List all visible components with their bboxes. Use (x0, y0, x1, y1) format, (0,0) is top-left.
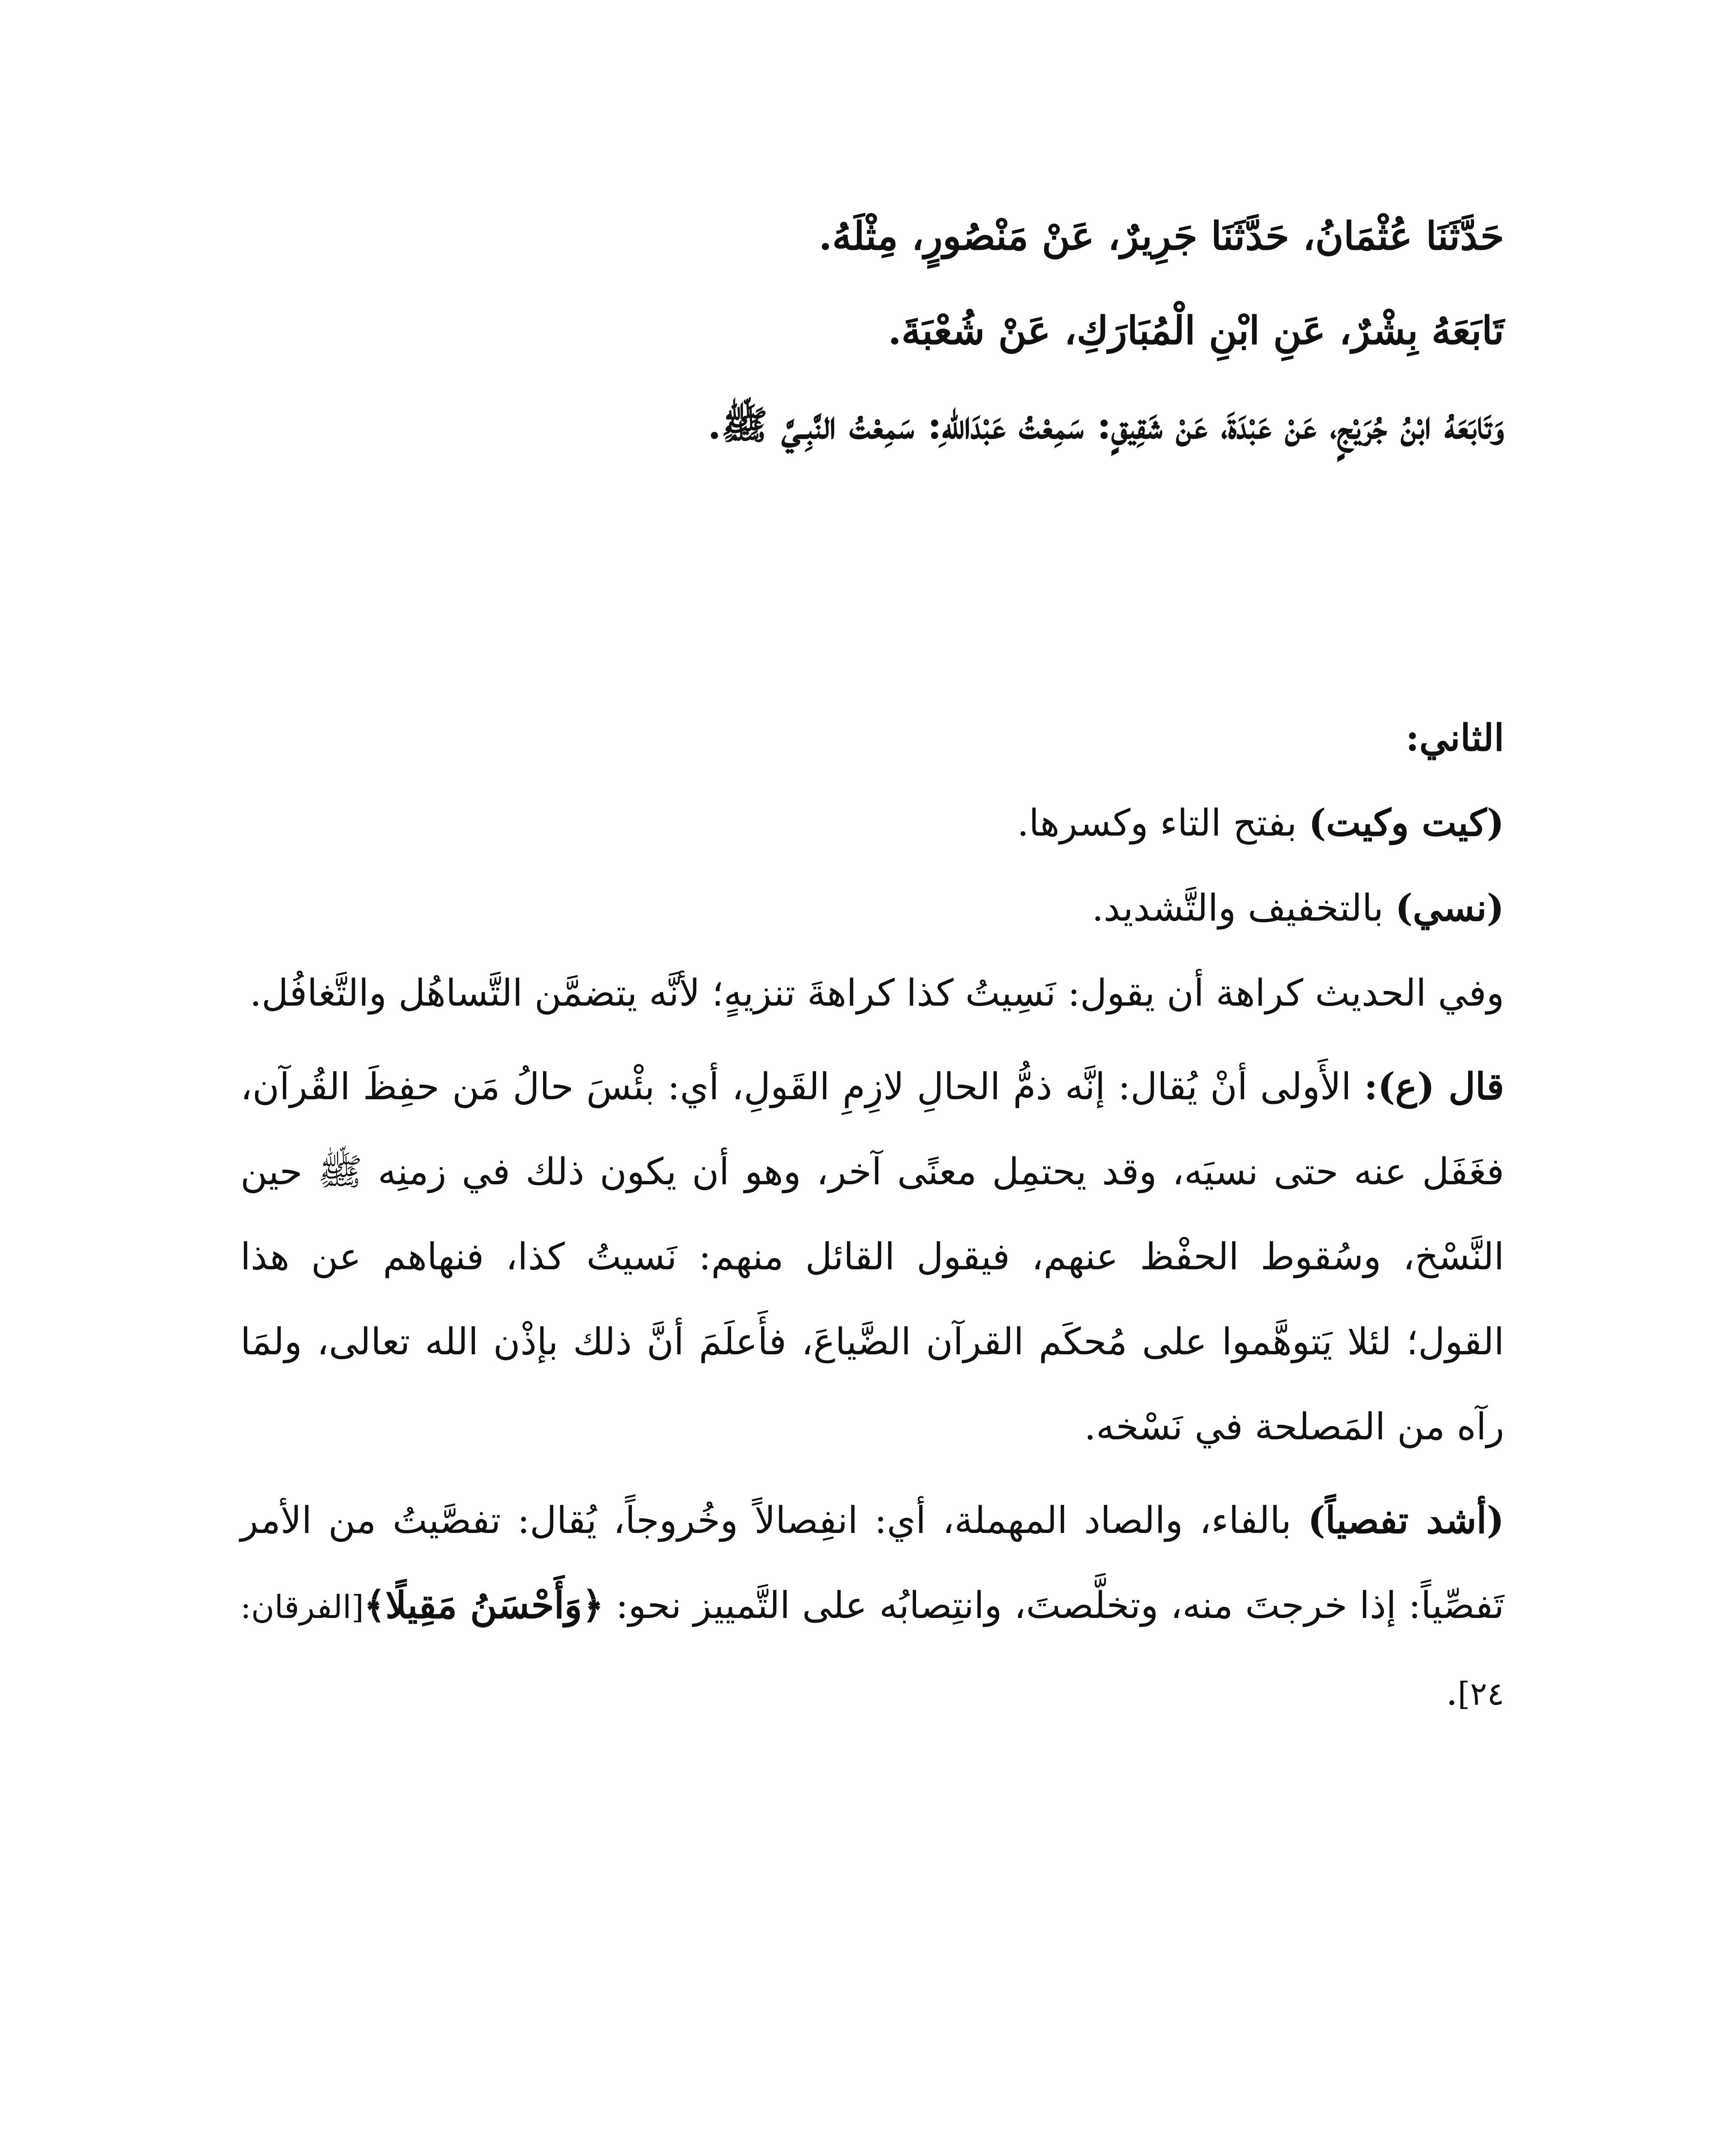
nusiya-term: (نسي) (1395, 886, 1504, 930)
spacer (240, 1036, 1504, 1044)
commentary-text (240, 696, 1504, 1736)
nusiya-entry (240, 866, 1504, 951)
ashadd-term: (أشد تفصياً) (1308, 1499, 1504, 1542)
qala-term: قال (ع): (1364, 1065, 1504, 1108)
quran-reference: [الفرقان: ٢٤] (240, 1589, 1504, 1712)
kayt-explanation: بفتح التاء وكسرها. (1017, 802, 1309, 845)
hadith-line-3: وَتَابَعَهُ ابْنُ جُرَيْجٍ، عَنْ عَبْدَةَ، عَنْ شَقِيقٍ: سَمِعْتُ عَبْدَاللهِ: سَمِعْتُ النَّبِـيَّ ﷺ. (707, 402, 1504, 448)
ashadd-explanation: بالفاء، والصاد المهملة، أي: انفِصالاً وخُروجاً، يُقال: تفصَّيتُ من الأمر تَفصِّياً: إذا خرجتَ منه، وتخلَّصتَ، وانتِصابُه على التَّمييز نحو: (240, 1499, 1505, 1627)
quran-quote: ﴿وَأَحْسَنُ مَقِيلًا﴾ (364, 1584, 604, 1627)
qala-explanation: الأَولى أنْ يُقال: إنَّه ذمُّ الحالِ لازِمِ القَولِ، أي: بئْسَ حالُ مَن حفِظَ القُرآن، فغَفَل عنه حتى نسيَه، وقد يحتمِل معنًى آخر، وهو أن يكون ذلك في زمنِه ﷺ حين النَّسْخ، وسُقوط الحفْظ عنهم، فيقول القائل منهم: نَسيتُ كذا، فنهاهم عن هذا القول؛ لئلا يَتوهَّموا على مُحكَم القرآن الضَّياعَ، فأَعلَمَ أنَّ ذلك بإذْن الله تعالى، ولمَا رآه من المَصلحة في نَسْخه. (240, 1065, 1504, 1448)
section-heading: الثاني: (1405, 716, 1504, 760)
hadith-line-1: حَدَّثَنَا عُثْمَانُ، حَدَّثَنَا جَرِيرٌ، عَنْ مَنْصُورٍ، مِثْلَهُ. (819, 213, 1504, 259)
nusiya-explanation: بالتخفيف والتَّشديد. (1092, 887, 1396, 930)
qala-paragraph (240, 1044, 1504, 1469)
karaha-paragraph: وفي الحديث كراهة أن يقول: نَسِيتُ كذا كراهةَ تنزيهٍ؛ لأنَّه يتضمَّن التَّساهُل والتَّغافُل. (249, 972, 1504, 1015)
ashadd-paragraph (240, 1478, 1504, 1736)
kayt-term: (كيت وكيت) (1308, 801, 1504, 845)
hadith-text (240, 189, 1504, 472)
final-period: . (1446, 1671, 1458, 1714)
kayt-entry (240, 781, 1504, 866)
spacer (240, 1469, 1504, 1478)
hadith-line-2: تَابَعَهُ بِشْرٌ، عَنِ ابْنِ الْمُبَارَكِ، عَنْ شُعْبَةَ. (888, 308, 1504, 353)
